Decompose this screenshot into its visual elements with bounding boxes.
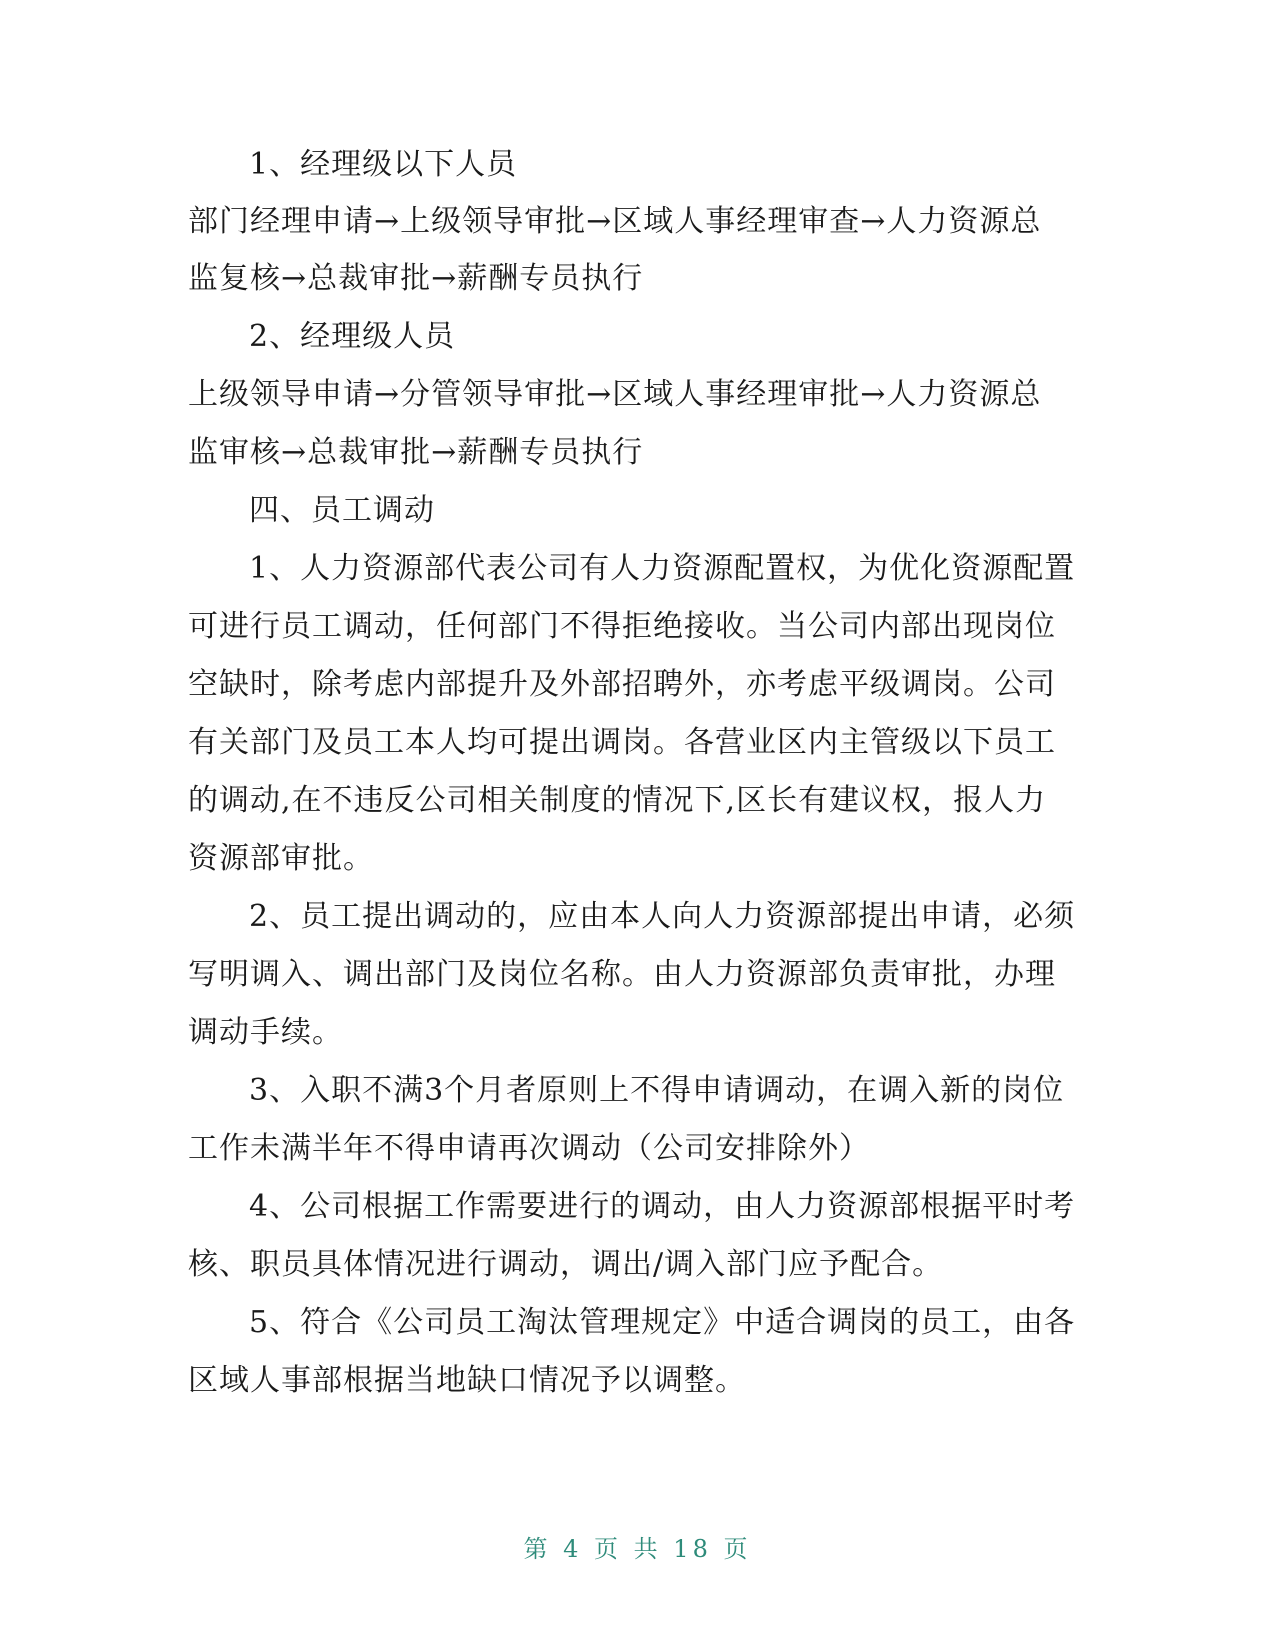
page-number-footer: 第 4 页 共 18 页 (523, 1535, 752, 1563)
paragraph-line: 2、员工提出调动的，应由本人向人力资源部提出申请，必须 (249, 899, 1076, 934)
heading-manager-level: 2、经理级人员 (249, 319, 456, 354)
paragraph-line: 区域人事部根据当地缺口情况予以调整。 (188, 1363, 746, 1398)
paragraph-line: 写明调入、调出部门及岗位名称。由人力资源部负责审批，办理 (188, 957, 1056, 992)
paragraph-line: 1、人力资源部代表公司有人力资源配置权，为优化资源配置 (249, 551, 1076, 586)
paragraph-line: 核、职员具体情况进行调动，调出/调入部门应予配合。 (188, 1247, 944, 1282)
paragraph-line: 空缺时，除考虑内部提升及外部招聘外，亦考虑平级调岗。公司 (188, 667, 1056, 702)
paragraph-line: 可进行员工调动，任何部门不得拒绝接收。当公司内部出现岗位 (188, 609, 1056, 644)
paragraph-line: 资源部审批。 (188, 841, 374, 876)
paragraph-line: 监审核→总裁审批→薪酬专员执行 (188, 435, 644, 470)
paragraph-line: 工作未满半年不得申请再次调动（公司安排除外） (188, 1131, 870, 1166)
paragraph-line: 5、符合《公司员工淘汰管理规定》中适合调岗的员工，由各 (249, 1305, 1076, 1340)
paragraph-line: 上级领导申请→分管领导审批→区域人事经理审批→人力资源总 (188, 377, 1042, 412)
section-heading-employee-transfer: 四、员工调动 (249, 493, 435, 528)
paragraph-line: 4、公司根据工作需要进行的调动，由人力资源部根据平时考 (249, 1189, 1076, 1224)
paragraph-line: 3、入职不满3个月者原则上不得申请调动，在调入新的岗位 (249, 1073, 1065, 1108)
heading-manager-below: 1、经理级以下人员 (249, 147, 518, 182)
paragraph-line: 部门经理申请→上级领导审批→区域人事经理审查→人力资源总 (188, 204, 1042, 239)
paragraph-line: 调动手续。 (188, 1015, 343, 1050)
paragraph-line: 的调动,在不违反公司相关制度的情况下,区长有建议权，报人力 (188, 783, 1047, 818)
paragraph-line: 监复核→总裁审批→薪酬专员执行 (188, 261, 644, 296)
paragraph-line: 有关部门及员工本人均可提出调岗。各营业区内主管级以下员工 (188, 725, 1056, 760)
